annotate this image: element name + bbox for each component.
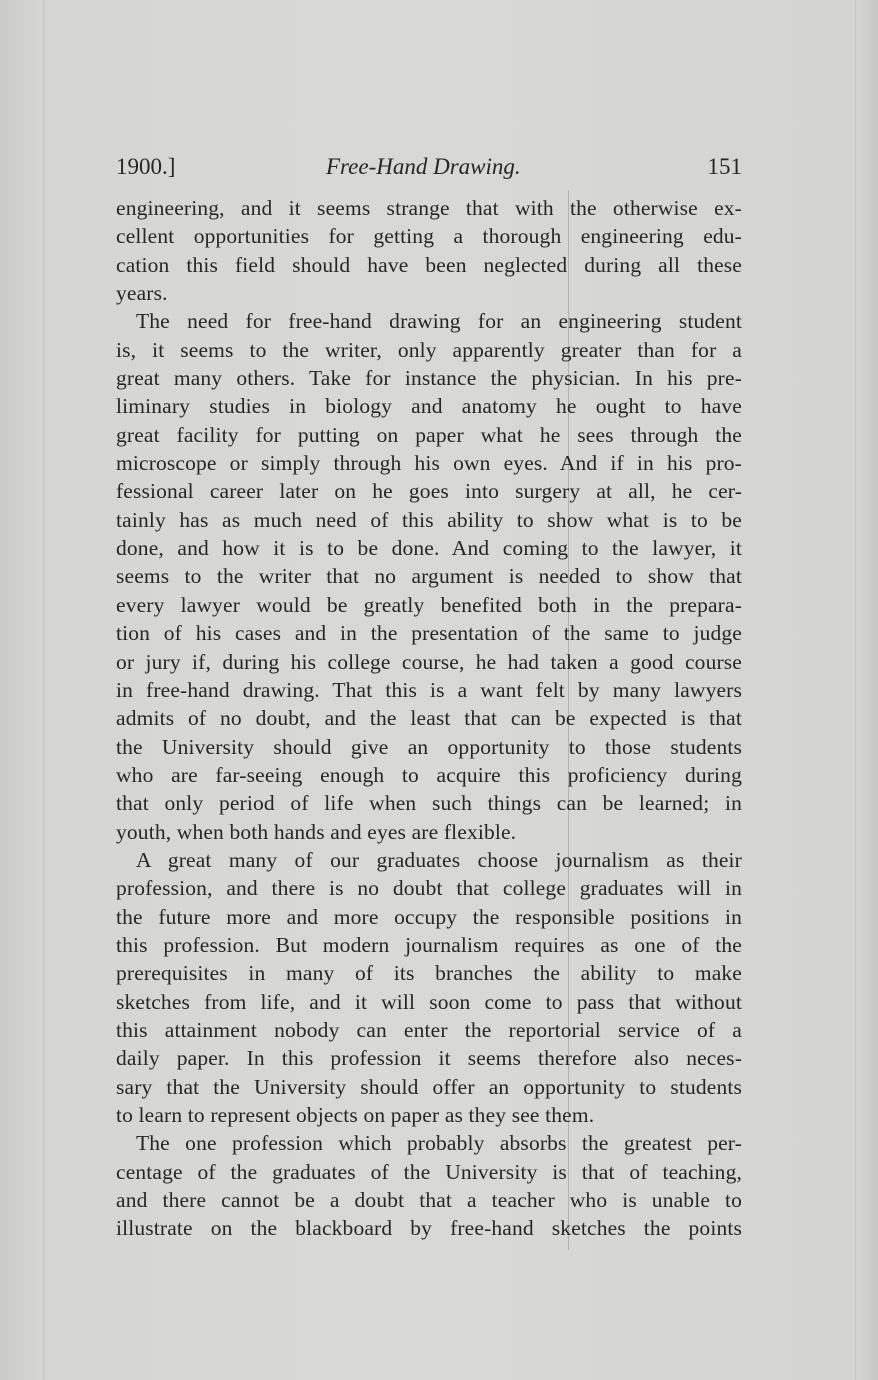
body-text [116, 194, 742, 1243]
running-head [116, 150, 742, 184]
text-line: microscope or simply through his own eyes. And if in his pro- [116, 451, 742, 476]
text-line: tainly has as much need of this ability to show what is to be [116, 507, 742, 532]
text-line: prerequisites in many of its branches the ability to make [116, 961, 742, 986]
text-line: daily paper. In this profession it seems therefore also neces- [116, 1046, 742, 1071]
text-line: sketches from life, and it will soon come to pass that without [116, 989, 742, 1014]
text-line: tion of his cases and in the presentation of the same to judge [116, 621, 742, 646]
paragraph [116, 1129, 742, 1242]
text-line: to learn to represent objects on paper as they see them. [116, 1103, 595, 1127]
page-number: 151 [707, 154, 742, 179]
running-head-title: Free-Hand Drawing. [326, 154, 521, 179]
page-edge-shadow [43, 0, 44, 1380]
text-line: admits of no doubt, and the least that can be expected is that [116, 706, 742, 731]
text-line: cellent opportunities for getting a thorough engineering edu- [116, 224, 742, 249]
paragraph [116, 307, 742, 846]
text-line: this attainment nobody can enter the reportorial service of a [116, 1017, 742, 1042]
paragraph [116, 194, 742, 307]
text-line: The one profession which probably absorbs the greatest per- [136, 1131, 742, 1156]
text-line: centage of the graduates of the University is that of teaching, [116, 1159, 742, 1184]
text-line: liminary studies in biology and anatomy he ought to have [116, 394, 742, 419]
text-line: youth, when both hands and eyes are flexible. [116, 819, 517, 844]
text-line: done, and how it is to be done. And coming to the lawyer, it [116, 536, 742, 561]
text-line: great facility for putting on paper what he sees through the [116, 422, 742, 447]
text-line: is, it seems to the writer, only apparently greater than for a [116, 337, 742, 362]
text-line: in free-hand drawing. That this is a want felt by many lawyers [116, 677, 742, 702]
running-head-year: 1900.] [116, 154, 176, 179]
text-line: The need for free-hand drawing for an engineering student [136, 309, 742, 334]
text-line: the future more and more occupy the responsible positions in [116, 904, 742, 929]
text-line: engineering, and it seems strange that with the otherwise ex- [116, 196, 742, 220]
text-line: who are far-seeing enough to acquire this proficiency during [116, 762, 742, 787]
text-line: A great many of our graduates choose journalism as their [136, 847, 742, 872]
text-line: cation this field should have been neglected during all these [116, 252, 742, 277]
text-line: and there cannot be a doubt that a teacher who is unable to [116, 1188, 742, 1213]
page-edge-shadow-right [855, 0, 856, 1380]
text-line: seems to the writer that no argument is needed to show that [116, 564, 742, 589]
text-line: or jury if, during his college course, he had taken a good course [116, 649, 742, 674]
text-line: profession, and there is no doubt that college graduates will in [116, 876, 742, 901]
text-line: sary that the University should offer an opportunity to students [116, 1074, 742, 1099]
text-line: every lawyer would be greatly benefited both in the prepara- [116, 592, 742, 617]
text-line: years. [116, 281, 168, 306]
paragraph [116, 846, 742, 1129]
text-line: illustrate on the blackboard by free-hand sketches the points [116, 1216, 742, 1241]
text-line: that only period of life when such things can be learned; in [116, 791, 742, 816]
text-line: the University should give an opportunity to those students [116, 734, 742, 759]
text-line: great many others. Take for instance the physician. In his pre- [116, 366, 742, 391]
text-line: fessional career later on he goes into surgery at all, he cer- [116, 479, 742, 504]
text-line: this profession. But modern journalism requires as one of the [116, 932, 742, 957]
